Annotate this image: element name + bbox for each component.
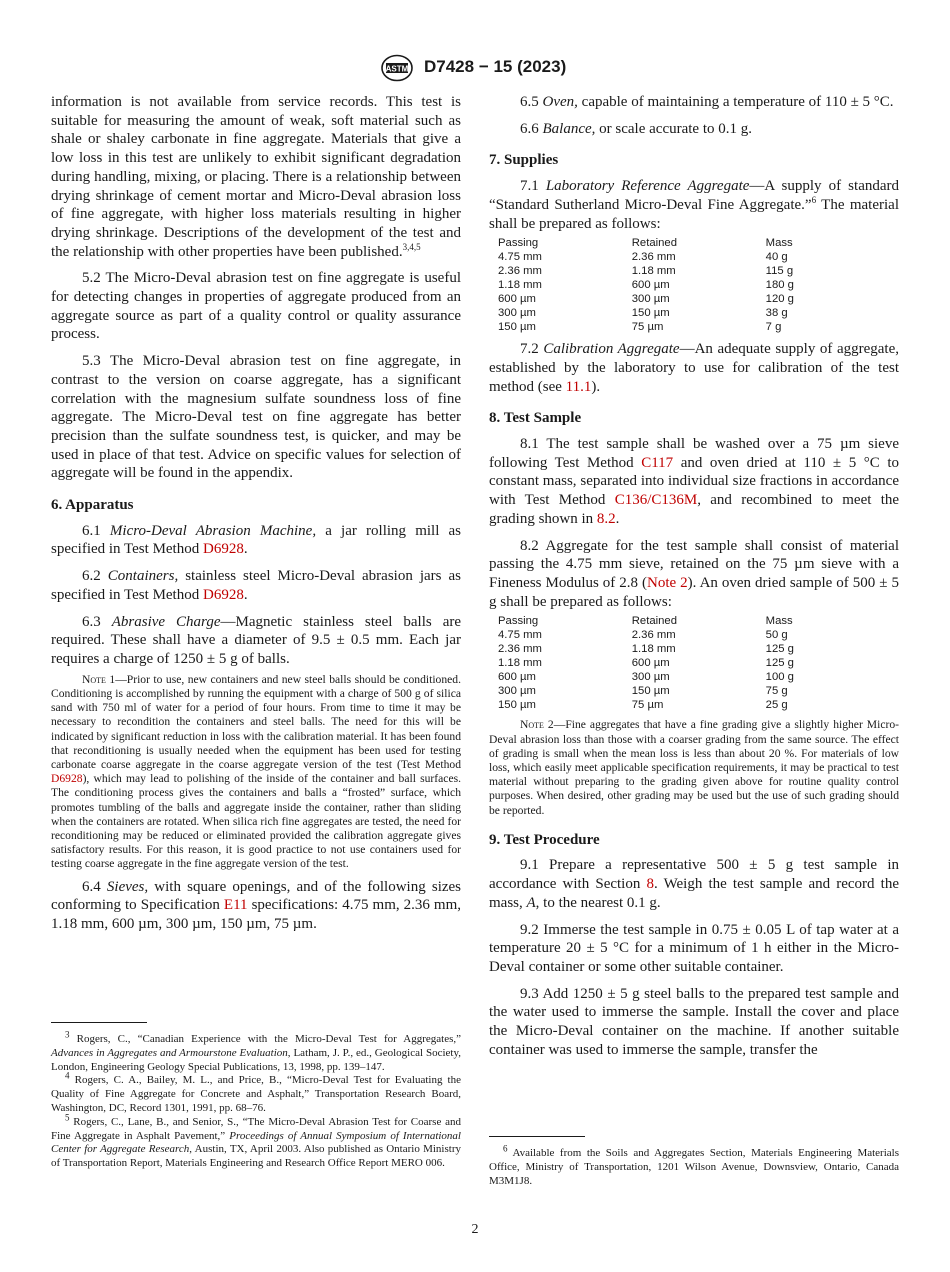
left-footnotes	[51, 1022, 461, 1171]
paragraph-6-6: 6.6 Balance, or scale accurate to 0.1 g.	[520, 120, 752, 137]
ref-link-d6928[interactable]: D6928	[51, 772, 83, 786]
page-number: 2	[471, 1222, 479, 1237]
footnote-3: $^3$ Rogers, C., “Canadian Experience with the Micro-Deval Test for Aggregates,” Advances in Aggregates and Armourstone Evaluation, Latham, J. P., ed., Geological Society, London, Engineering Geology Special Publications, 13, 1998, pp. 139–147.	[51, 1029, 462, 1073]
footnote-4: $^4$ Rogers, C. A., Bailey, M. L., and Price, B., “Micro-Deval Test for Evaluating the Quality of Fine Aggregate for Concrete and Asphalt,” Transportation Research Board, Washington, DC, Record 1301, 1991, pp. 68–76.	[51, 1070, 461, 1114]
reference-grading-cell: 300 µm	[498, 307, 536, 320]
reference-grading-cell: 600 µm	[631, 279, 670, 292]
reference-grading-cell: 7 g	[765, 321, 782, 334]
section-heading-test-sample: 8. Test Sample	[489, 410, 582, 427]
sample-grading-cell: 600 µm	[631, 657, 670, 670]
left-column	[51, 93, 461, 942]
sample-grading-cell: 150 µm	[631, 685, 670, 698]
footnote-6: $^6$ Available from the Soils and Aggregates Section, Materials Engineering Materials Office, Ministry of Transportation, 1201 Wilson Avenue, Downsview, Ontario, Canada M3M1J8.	[489, 1143, 899, 1187]
paragraph-9-1: 9.1 Prepare a representative 500 ± 5 g test sample in accordance with Section 8. Weigh the test sample and record the mass, A, to the nearest 0.1 g.	[489, 857, 899, 911]
ref-link-11-1[interactable]: 11.1	[565, 378, 592, 395]
sample-grading-cell: 300 µm	[631, 671, 670, 684]
paragraph-5-1-continued: information is not available from service records. This test is suitable for measuring the amount of weak, soft material such as shale or shaley carbonate in fine aggregate. Materials that give a low loss in this test are unlikely to exhibit significant degradation during handling, mixing, or placing. There is a relationship between drying shrinkage of cement mortar and Micro-Deval abrasion loss of fine aggregate, with higher loss materials resulting in higher drying shrinkage. Descriptions of the development of the test and the relationship with other properties have been published.$^{3,4,5}$	[51, 94, 461, 260]
sample-grading-cell: 300 µm	[498, 685, 536, 698]
reference-grading-cell: 2.36 mm	[631, 251, 676, 264]
paragraph-7-1: 7.1 Laboratory Reference Aggregate—A supply of standard “Standard Sutherland Micro-Deval Fine Aggregate.”$^6$ The material shall be prepared as follows:	[489, 178, 899, 232]
ref-link-note-2[interactable]: Note 2	[647, 574, 688, 591]
reference-grading-header-cell: Retained	[631, 237, 677, 250]
astm-logo-icon	[380, 54, 414, 82]
right-footnotes	[489, 1136, 899, 1188]
sample-grading-cell: 125 g	[765, 657, 794, 670]
sample-grading-row	[498, 670, 899, 684]
grading-table-test-sample	[498, 614, 899, 712]
paragraph-6-3: 6.3 Abrasive Charge—Magnetic stainless steel balls are required. These shall have a diameter of 9.5 ± 0.5 mm. Each jar requires a charge of 1250 ± 5 g of balls.	[51, 613, 462, 667]
note-1: Note 1—Prior to use, new containers and new steel balls should be conditioned. Conditioning is accomplished by running the equipment with a charge of 500 g of silica sand with 750 ml of water for a period of four hours. From time to time it may be necessary to recondition the containers and steel balls. The need for this will be indicated by significant reduction in loss with the calibration material. It has been found that reconditioning is usually needed when the equipment has been used for testing carbonate coarse aggregate in the coarse aggregate version of the test (Test Method D6928), which may lead to polishing of the inside of the container and ball surfaces. The conditioning process gives the containers and balls a “frosted” surface, which promotes tumbling of the balls and aggregate inside the container, rather than sliding when the containers are rotated. When silica rich fine aggregates are tested, the need for reconditioning may be reduced or eliminated provided the calibration aggregate gives satisfactory results. For this reason, it is good practice to not use containers used for testing coarse aggregate in the fine aggregate version of the test.	[51, 672, 461, 871]
svg-text:ASTM: ASTM	[385, 64, 409, 74]
ref-link-c117[interactable]: C117	[641, 454, 674, 471]
paragraph-5-2: 5.2 The Micro-Deval abrasion test on fine aggregate is useful for detecting changes in properties of aggregate produced from an aggregate source as part of a quality control or quality assurance process.	[51, 270, 461, 343]
reference-grading-row	[498, 320, 899, 334]
reference-grading-cell: 40 g	[765, 251, 788, 264]
paragraph-8-2: 8.2 Aggregate for the test sample shall consist of material passing the 4.75 mm sieve, retained on the 75 µm sieve with a Fineness Modulus of 2.8 (Note 2). An oven dried sample of 500 ± 5 g shall be prepared as follows:	[489, 537, 899, 610]
grading-table-reference	[498, 236, 899, 334]
sample-grading-cell: 2.36 mm	[498, 643, 542, 656]
sample-grading-cell: 1.18 mm	[631, 643, 676, 656]
paragraph-6-2: 6.2 Containers, stainless steel Micro-Deval abrasion jars as specified in Test Method D6928.	[51, 568, 462, 603]
sample-grading-header-cell: Passing	[498, 615, 539, 628]
reference-grading-header-cell: Passing	[498, 237, 539, 250]
reference-grading-cell: 180 g	[765, 279, 794, 292]
paragraph-9-3: 9.3 Add 1250 ± 5 g steel balls to the prepared test sample and the water used to immerse the sample. Install the cover and place the Micro-Deval container on the machine. If another suitable container was used to immerse the sample, transfer the	[489, 985, 899, 1058]
reference-grading-cell: 4.75 mm	[498, 251, 542, 264]
sample-grading-header-cell: Retained	[631, 615, 677, 628]
reference-grading-cell: 150 µm	[631, 307, 670, 320]
reference-grading-cell: 300 µm	[631, 293, 670, 306]
reference-grading-row	[498, 250, 899, 264]
ref-link-d6928[interactable]: D6928	[202, 541, 244, 558]
sample-grading-cell: 600 µm	[498, 671, 536, 684]
page-header	[0, 54, 950, 84]
paragraph-5-3: 5.3 The Micro-Deval abrasion test on fine aggregate, in contrast to the version on coarse aggregate, has a significant correlation with the magnesium sulfate soundness loss of fine aggregate. The Micro-Deval test on fine aggregate has better precision than the sulfate soundness test, is quicker, and may be used in place of that test. Advice on specific values for selection of aggregate will be found in the appendix.	[51, 353, 461, 482]
reference-grading-cell: 115 g	[765, 265, 794, 278]
reference-grading-cell: 1.18 mm	[498, 279, 542, 292]
sample-grading-row	[498, 628, 899, 642]
sample-grading-cell: 150 µm	[498, 699, 536, 712]
section-heading-apparatus: 6. Apparatus	[51, 497, 134, 514]
paragraph-8-1: 8.1 The test sample shall be washed over a 75 µm sieve following Test Method C117 and oven dried at 110 ± 5 °C to constant mass, separated into individual size fractions in accordance with Test Method C136/C136M, and recombined to meet the grading shown in 8.2.	[489, 436, 900, 527]
sample-grading-row	[498, 642, 899, 656]
paragraph-9-2: 9.2 Immerse the test sample in 0.75 ± 0.05 L of tap water at a temperature 20 ± 5 °C for a minimum of 1 h either in the Micro-Deval container or some other suitable container.	[489, 921, 899, 975]
sample-grading-cell: 75 g	[765, 685, 788, 698]
sample-grading-cell: 4.75 mm	[498, 629, 542, 642]
sample-grading-cell: 100 g	[765, 671, 794, 684]
ref-link-d6928[interactable]: D6928	[202, 586, 244, 603]
reference-grading-row	[498, 292, 899, 306]
sample-grading-cell: 50 g	[765, 629, 788, 642]
sample-grading-cell: 1.18 mm	[498, 657, 542, 670]
reference-grading-cell: 1.18 mm	[631, 265, 676, 278]
reference-grading-cell: 38 g	[765, 307, 788, 320]
paragraph-6-1: 6.1 Micro-Deval Abrasion Machine, a jar rolling mill as specified in Test Method D6928.	[51, 522, 462, 558]
reference-grading-header-cell: Mass	[765, 237, 793, 250]
paragraph-6-5: 6.5 Oven, capable of maintaining a temperature of 110 ± 5 °C.	[520, 94, 894, 110]
ref-link-e11[interactable]: E11	[223, 897, 248, 914]
ref-link-8-2[interactable]: 8.2	[596, 510, 616, 527]
right-column	[489, 93, 899, 1068]
sample-grading-cell: 2.36 mm	[631, 629, 676, 642]
section-heading-supplies: 7. Supplies	[489, 152, 559, 169]
paragraph-7-2: 7.2 Calibration Aggregate—An adequate supply of aggregate, established by the laboratory to use for calibration of the test method (see 11.1).	[489, 341, 899, 395]
sample-grading-cell: 25 g	[765, 699, 788, 712]
paragraph-6-4: 6.4 Sieves, with square openings, and of the following sizes conforming to Specification E11 specifications: 4.75 mm, 2.36 mm, 1.18 mm, 600 µm, 300 µm, 150 µm, 75 µm.	[51, 878, 462, 932]
footnote-divider	[489, 1136, 585, 1137]
sample-grading-cell: 125 g	[765, 643, 794, 656]
ref-link-section-8[interactable]: 8	[646, 876, 654, 893]
reference-grading-cell: 150 µm	[498, 321, 536, 334]
reference-grading-cell: 75 µm	[631, 321, 664, 334]
note-2: Note 2—Fine aggregates that have a fine grading give a slightly higher Micro-Deval abrasion loss than those with a coarser grading from the same source. The effect of grading is small when the mean loss is less than about 20 %. For materials of low loss, which easily meet applicable specification requirements, it may be practical to test material without preparing to the grading given above for routine quality control purposes. When desired, other grading may be used but the use of such grading should be reported.	[489, 718, 899, 817]
sample-grading-header-cell: Mass	[765, 615, 793, 628]
reference-grading-row	[498, 278, 899, 292]
sample-grading-row	[498, 698, 899, 712]
reference-grading-cell: 120 g	[765, 293, 794, 306]
reference-grading-cell: 600 µm	[498, 293, 536, 306]
reference-grading-cell: 2.36 mm	[498, 265, 542, 278]
reference-grading-row	[498, 264, 899, 278]
reference-grading-row	[498, 306, 899, 320]
footnote-divider	[51, 1022, 147, 1023]
sample-grading-row	[498, 656, 899, 670]
sample-grading-cell: 75 µm	[631, 699, 664, 712]
ref-link-c136[interactable]: C136/C136M	[614, 492, 698, 509]
standard-designation: D7428 − 15 (2023)	[424, 57, 567, 76]
sample-grading-row	[498, 684, 899, 698]
footnote-5: $^5$ Rogers, C., Lane, B., and Senior, S., “The Micro-Deval Abrasion Test for Coarse and Fine Aggregate in Asphalt Pavement,” Proceedings of Annual Symposium of International Center for Aggregate Research, Austin, TX, April 2003. Also published as Ontario Ministry of Transportation Report, Materials Engineering and Research Office Report MERO 006.	[51, 1112, 461, 1170]
section-heading-test-procedure: 9. Test Procedure	[489, 831, 600, 848]
